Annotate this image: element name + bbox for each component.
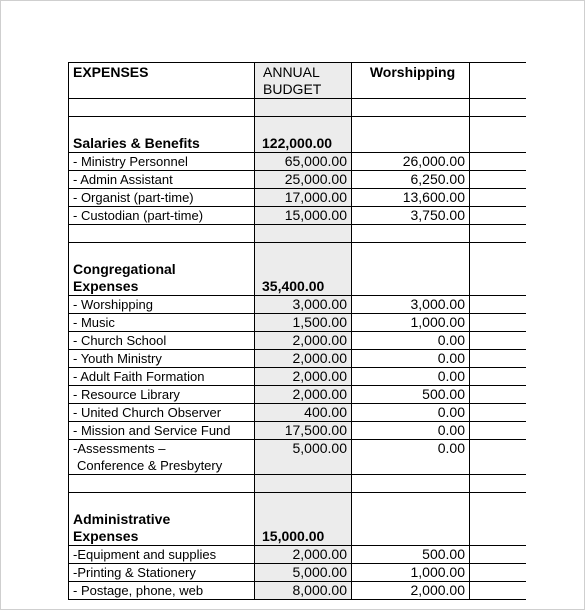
header-empty-cell <box>470 63 527 99</box>
expense-worshipping: 0.00 <box>352 440 470 475</box>
expense-label: - United Church Observer <box>69 404 255 422</box>
expense-empty-cell <box>470 314 527 332</box>
expense-label: - Church School <box>69 332 255 350</box>
spacer-cell <box>352 99 470 117</box>
expense-row <box>69 422 527 440</box>
section-worshipping-empty <box>352 493 470 546</box>
header-row <box>69 63 527 99</box>
expense-empty-cell <box>470 404 527 422</box>
expense-worshipping: 2,000.00 <box>352 582 470 600</box>
expense-empty-cell <box>470 422 527 440</box>
expense-row <box>69 546 527 564</box>
expense-annual-budget: 2,000.00 <box>255 350 352 368</box>
expense-label: -Equipment and supplies <box>69 546 255 564</box>
expense-empty-cell <box>470 189 527 207</box>
section-header-row <box>69 117 527 153</box>
spacer-cell <box>255 99 352 117</box>
expense-label: -Printing & Stationery <box>69 564 255 582</box>
expense-worshipping: 500.00 <box>352 546 470 564</box>
expense-empty-cell <box>470 296 527 314</box>
section-total: 35,400.00 <box>255 243 352 296</box>
expense-label: - Admin Assistant <box>69 171 255 189</box>
expense-empty-cell <box>470 368 527 386</box>
expense-empty-cell <box>470 332 527 350</box>
expense-row <box>69 314 527 332</box>
expense-annual-budget: 15,000.00 <box>255 207 352 225</box>
section-title: Administrative Expenses <box>69 493 255 546</box>
expense-worshipping: 0.00 <box>352 404 470 422</box>
expense-empty-cell <box>470 386 527 404</box>
expense-empty-cell <box>470 153 527 171</box>
spacer-cell <box>470 225 527 243</box>
expense-annual-budget: 2,000.00 <box>255 332 352 350</box>
spacer-cell <box>255 225 352 243</box>
expense-label: - Youth Ministry <box>69 350 255 368</box>
expense-empty-cell <box>470 207 527 225</box>
header-annual-budget: ANNUAL BUDGET <box>255 63 352 99</box>
expense-row <box>69 368 527 386</box>
expense-row <box>69 189 527 207</box>
section-worshipping-empty <box>352 243 470 296</box>
spacer-cell <box>470 99 527 117</box>
expense-worshipping: 1,000.00 <box>352 564 470 582</box>
section-title: Salaries & Benefits <box>69 117 255 153</box>
section-empty-cell <box>470 243 527 296</box>
spacer-cell <box>352 475 470 493</box>
expense-row <box>69 350 527 368</box>
expense-worshipping: 3,000.00 <box>352 296 470 314</box>
section-empty-cell <box>470 493 527 546</box>
expense-annual-budget: 5,000.00 <box>255 440 352 475</box>
section-title: Congregational Expenses <box>69 243 255 296</box>
header-expenses: EXPENSES <box>69 63 255 99</box>
spacer-cell <box>470 475 527 493</box>
expense-label: - Ministry Personnel <box>69 153 255 171</box>
expense-empty-cell <box>470 582 527 600</box>
expense-annual-budget: 1,500.00 <box>255 314 352 332</box>
expense-annual-budget: 3,000.00 <box>255 296 352 314</box>
expense-empty-cell <box>470 440 527 475</box>
expense-label: - Worshipping <box>69 296 255 314</box>
expense-annual-budget: 65,000.00 <box>255 153 352 171</box>
expense-annual-budget: 400.00 <box>255 404 352 422</box>
expense-row <box>69 582 527 600</box>
expense-empty-cell <box>470 546 527 564</box>
expense-label: - Music <box>69 314 255 332</box>
expense-worshipping: 500.00 <box>352 386 470 404</box>
spacer-row <box>69 99 527 117</box>
expense-row <box>69 440 527 475</box>
spacer-cell <box>69 475 255 493</box>
expense-label: - Adult Faith Formation <box>69 368 255 386</box>
expense-worshipping: 0.00 <box>352 368 470 386</box>
expense-worshipping: 3,750.00 <box>352 207 470 225</box>
expense-worshipping: 13,600.00 <box>352 189 470 207</box>
expense-worshipping: 0.00 <box>352 350 470 368</box>
expense-annual-budget: 25,000.00 <box>255 171 352 189</box>
expense-worshipping: 0.00 <box>352 332 470 350</box>
expense-row <box>69 153 527 171</box>
expense-row <box>69 404 527 422</box>
expense-annual-budget: 2,000.00 <box>255 386 352 404</box>
spacer-cell <box>69 225 255 243</box>
section-total: 122,000.00 <box>255 117 352 153</box>
expense-annual-budget: 2,000.00 <box>255 546 352 564</box>
expense-empty-cell <box>470 171 527 189</box>
expense-empty-cell <box>470 564 527 582</box>
expense-worshipping: 6,250.00 <box>352 171 470 189</box>
section-header-row <box>69 493 527 546</box>
expense-label: -Assessments – Conference & Presbytery <box>69 440 255 475</box>
expense-annual-budget: 5,000.00 <box>255 564 352 582</box>
expense-label: - Organist (part-time) <box>69 189 255 207</box>
expense-row <box>69 564 527 582</box>
expense-row <box>69 296 527 314</box>
expense-annual-budget: 8,000.00 <box>255 582 352 600</box>
expense-annual-budget: 2,000.00 <box>255 368 352 386</box>
expense-label: - Mission and Service Fund <box>69 422 255 440</box>
expense-worshipping: 26,000.00 <box>352 153 470 171</box>
expense-annual-budget: 17,500.00 <box>255 422 352 440</box>
expense-row <box>69 171 527 189</box>
expense-worshipping: 0.00 <box>352 422 470 440</box>
spacer-cell <box>255 475 352 493</box>
spacer-row <box>69 225 527 243</box>
spacer-cell <box>352 225 470 243</box>
spacer-cell <box>69 99 255 117</box>
expense-label: - Postage, phone, web <box>69 582 255 600</box>
spacer-row <box>69 475 527 493</box>
expense-row <box>69 332 527 350</box>
expense-row <box>69 386 527 404</box>
expense-annual-budget: 17,000.00 <box>255 189 352 207</box>
section-header-row <box>69 243 527 296</box>
expense-label: - Custodian (part-time) <box>69 207 255 225</box>
budget-table <box>68 62 526 600</box>
expense-worshipping: 1,000.00 <box>352 314 470 332</box>
expense-label: - Resource Library <box>69 386 255 404</box>
header-worshipping: Worshipping <box>352 63 470 99</box>
section-empty-cell <box>470 117 527 153</box>
section-worshipping-empty <box>352 117 470 153</box>
section-total: 15,000.00 <box>255 493 352 546</box>
expense-empty-cell <box>470 350 527 368</box>
expense-row <box>69 207 527 225</box>
